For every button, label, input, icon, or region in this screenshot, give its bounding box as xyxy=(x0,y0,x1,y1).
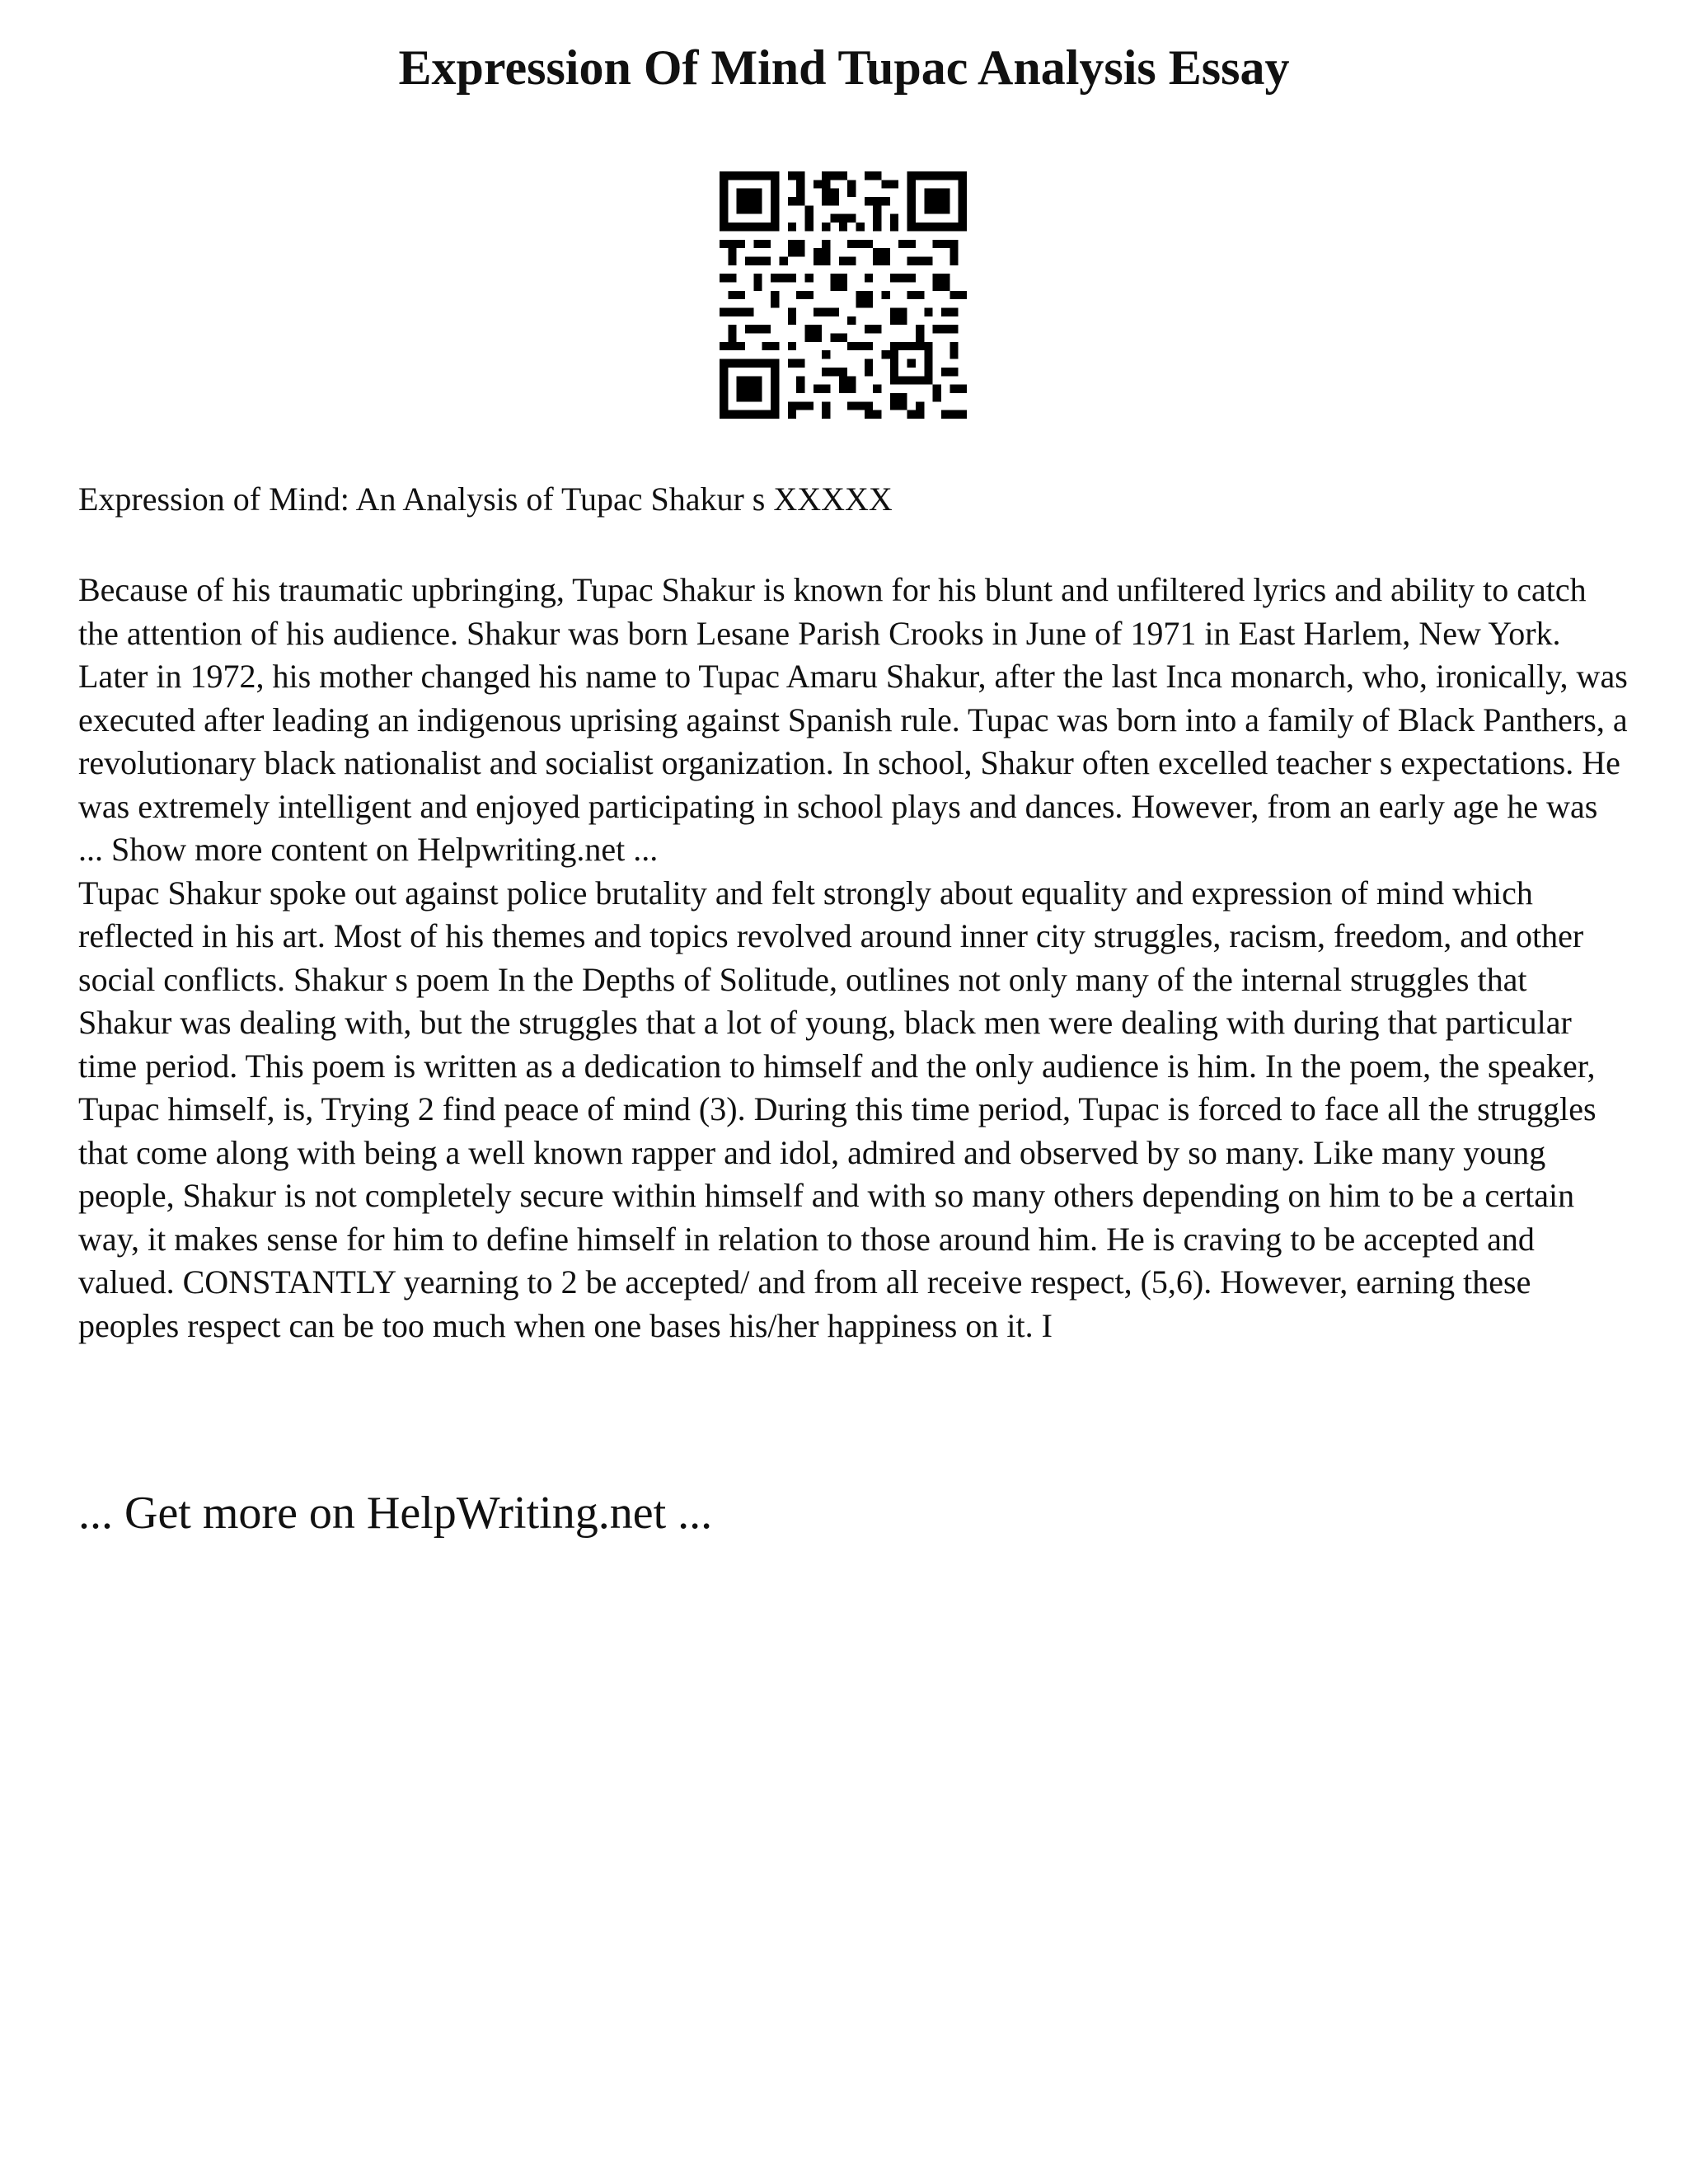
essay-body xyxy=(78,569,1628,1347)
essay-subtitle: Expression of Mind: An Analysis of Tupac Shakur s XXXXX xyxy=(78,480,893,518)
essay-paragraph: Tupac Shakur spoke out against police brutality and felt strongly about equality and expression of mind which reflected in his art. Most of his themes and topics revolved around inner city struggles, racism, freedom, and other social conflicts. Shakur s poem In the Depths of Solitude, outlines not only many of the internal struggles that Shakur was dealing with, but the struggles that a lot of young, black men were dealing with during that particular time period. This poem is written as a dedication to himself and the only audience is him. In the poem, the speaker, Tupac himself, is, Trying 2 find peace of mind (3). During this time period, Tupac is forced to face all the struggles that come along with being a well known rapper and idol, admired and observed by so many. Like many young people, Shakur is not completely secure within himself and with so many others depending on him to be a certain way, it makes sense for him to define himself in relation to those around him. He is craving to be accepted and valued. CONSTANTLY yearning to 2 be accepted/ and from all receive respect, (5,6). However, earning these peoples respect can be too much when one bases his/her happiness on it. I xyxy=(78,874,1597,1344)
qr-code-icon[interactable] xyxy=(720,171,967,419)
page-title: Expression Of Mind Tupac Analysis Essay xyxy=(398,40,1290,95)
get-more-link[interactable]: ... Get more on HelpWriting.net ... xyxy=(78,1488,713,1539)
essay-paragraph: Because of his traumatic upbringing, Tupac Shakur is known for his blunt and unfiltered lyrics and ability to catch the attention of his audience. Shakur was born Lesane Parish Crooks in June of 1971 in East Harlem, New York. Later in 1972, his mother changed his name to Tupac Amaru Shakur, after the last Inca monarch, who, ironically, was executed after leading an indigenous uprising against Spanish rule. Tupac was born into a family of Black Panthers, a revolutionary black nationalist and socialist organization. In school, Shakur often excelled teacher s expectations. He was extremely intelligent and enjoyed participating in school plays and dances. However, from an early age he was ... Show more content on Helpwriting.net ... xyxy=(78,571,1628,868)
